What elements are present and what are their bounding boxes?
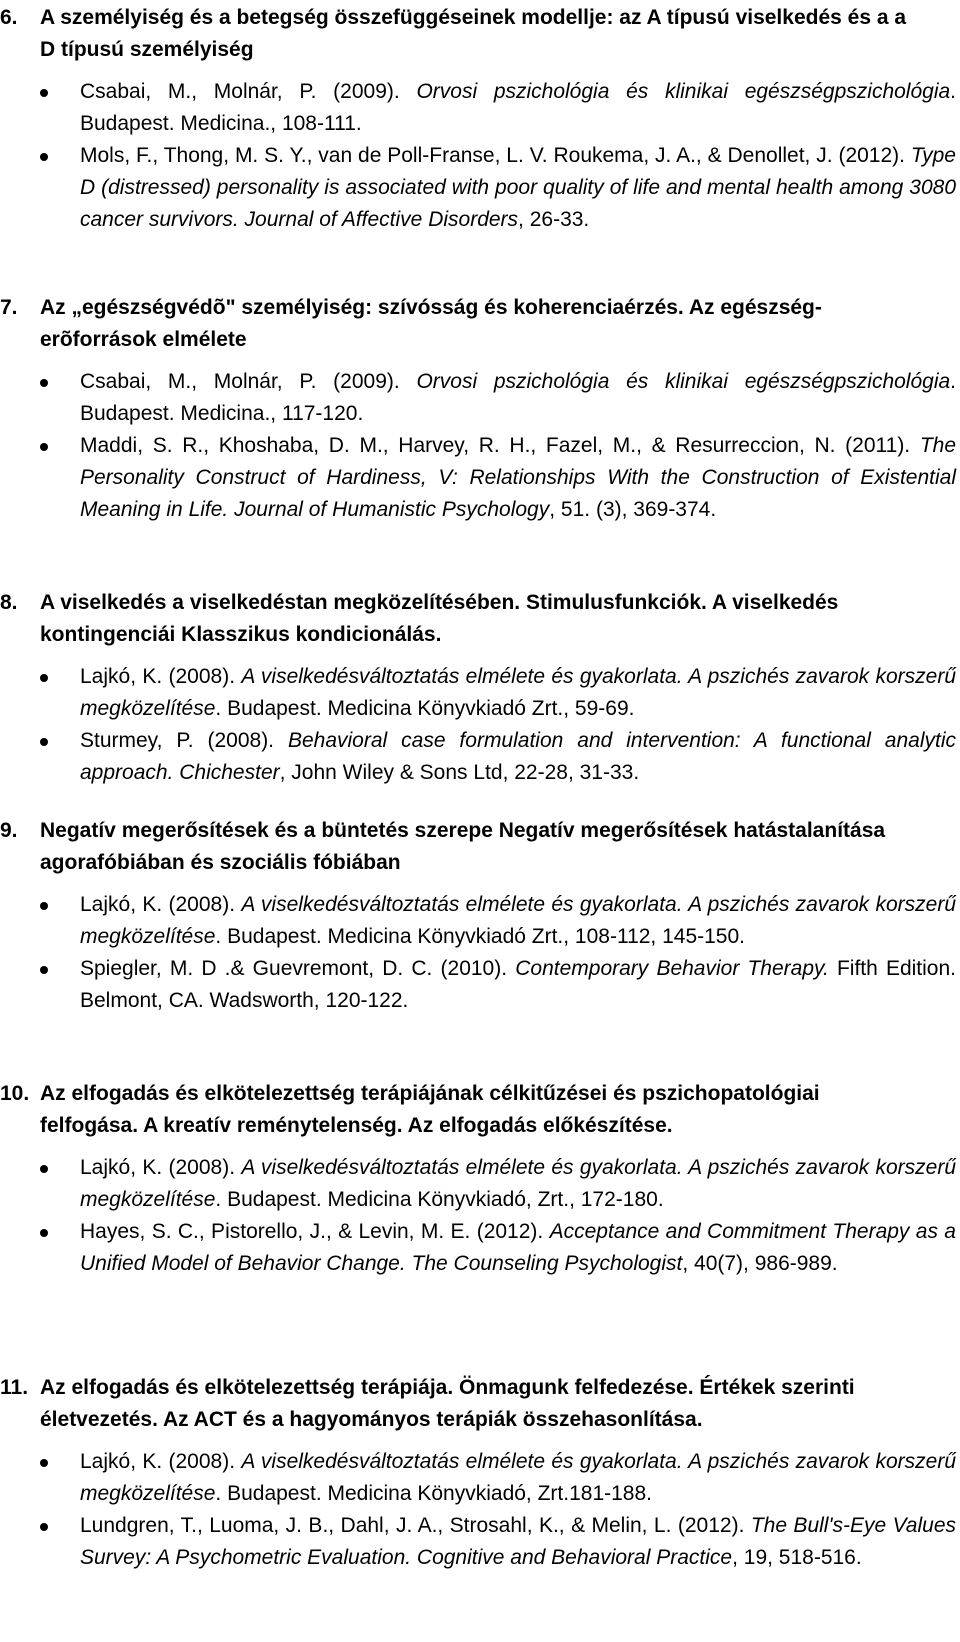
reference-list	[0, 1446, 960, 1574]
section-heading	[0, 815, 920, 879]
section-number: 11.	[0, 1376, 29, 1399]
reference-list	[0, 889, 960, 1017]
section-heading	[0, 292, 920, 356]
section-title: Az elfogadás és elkötelezettség terápiája. Önmagunk felfedezése. Értékek szerinti életvezetés. Az ACT és a hagyományos terápiák összehasonlítása.	[40, 1376, 855, 1431]
reference-item: Lajkó, K. (2008). A viselkedésváltoztatás elmélete és gyakorlata. A pszichés zavarok korszerű megközelítése. Budapest. Medicina Könyvkiadó Zrt., 108-112, 145-150.	[0, 889, 956, 953]
bullet-icon	[40, 966, 48, 974]
bullet-icon	[40, 89, 48, 97]
reference-item: Lajkó, K. (2008). A viselkedésváltoztatás elmélete és gyakorlata. A pszichés zavarok korszerű megközelítése. Budapest. Medicina Könyvkiadó Zrt., 59-69.	[0, 661, 956, 725]
reference-item: Sturmey, P. (2008). Behavioral case formulation and intervention: A functional analytic approach. Chichester, John Wiley & Sons Ltd, 22-28, 31-33.	[0, 725, 956, 789]
bullet-icon	[40, 1165, 48, 1173]
reference-item: Mols, F., Thong, M. S. Y., van de Poll-Franse, L. V. Roukema, J. A., & Denollet, J. (2012). Type D (distressed) personality is associated with poor quality of life and mental health among 3080 cancer survivors. Journal of Affective Disorders, 26-33.	[0, 140, 956, 236]
section-8	[0, 587, 960, 789]
reference-item: Lajkó, K. (2008). A viselkedésváltoztatás elmélete és gyakorlata. A pszichés zavarok korszerű megközelítése. Budapest. Medicina Könyvkiadó, Zrt., 172-180.	[0, 1152, 956, 1216]
section-title: Az elfogadás és elkötelezettség terápiájának célkitűzései és pszichopatológiai felfogása. A kreatív reménytelenség. Az elfogadás előkészítése.	[40, 1082, 820, 1137]
reference-list	[0, 661, 960, 789]
section-heading	[0, 2, 920, 66]
bullet-icon	[40, 1229, 48, 1237]
reference-list	[0, 76, 960, 236]
section-title: A viselkedés a viselkedéstan megközelítésében. Stimulusfunkciók. A viselkedés kontingenciái Klasszikus kondicionálás.	[40, 591, 839, 646]
bullet-icon	[40, 1523, 48, 1531]
reference-item: Lajkó, K. (2008). A viselkedésváltoztatás elmélete és gyakorlata. A pszichés zavarok korszerű megközelítése. Budapest. Medicina Könyvkiadó, Zrt.181-188.	[0, 1446, 956, 1510]
bullet-icon	[40, 738, 48, 746]
section-number: 6.	[0, 6, 18, 29]
section-number: 7.	[0, 296, 18, 319]
section-heading	[0, 1078, 920, 1142]
reference-list	[0, 1152, 960, 1280]
section-number: 8.	[0, 591, 18, 614]
bullet-icon	[40, 443, 48, 451]
section-9	[0, 815, 960, 1017]
section-7	[0, 292, 960, 526]
bullet-icon	[40, 902, 48, 910]
reference-item: Spiegler, M. D .& Guevremont, D. C. (2010). Contemporary Behavior Therapy. Fifth Edition. Belmont, CA. Wadsworth, 120-122.	[0, 953, 956, 1017]
section-title: Az „egészségvédõ" személyiség: szívósság és koherenciaérzés. Az egészség-erõforrások elmélete	[40, 296, 822, 351]
section-11	[0, 1372, 960, 1574]
section-title: Negatív megerősítések és a büntetés szerepe Negatív megerősítések hatástalanítása agorafóbiában és szociális fóbiában	[40, 819, 886, 874]
bullet-icon	[40, 1459, 48, 1467]
section-heading	[0, 1372, 920, 1436]
section-10	[0, 1078, 960, 1280]
section-number: 9.	[0, 819, 18, 842]
section-title: A személyiség és a betegség összefüggéseinek modellje: az A típusú viselkedés és a a D típusú személyiség	[40, 6, 907, 61]
reference-list	[0, 366, 960, 526]
reference-item: Hayes, S. C., Pistorello, J., & Levin, M. E. (2012). Acceptance and Commitment Therapy as a Unified Model of Behavior Change. The Counseling Psychologist, 40(7), 986-989.	[0, 1216, 956, 1280]
reference-item: Csabai, M., Molnár, P. (2009). Orvosi pszichológia és klinikai egészségpszichológia. Budapest. Medicina., 108-111.	[0, 76, 956, 140]
section-number: 10.	[0, 1082, 30, 1105]
reference-item: Csabai, M., Molnár, P. (2009). Orvosi pszichológia és klinikai egészségpszichológia. Budapest. Medicina., 117-120.	[0, 366, 956, 430]
reference-item: Lundgren, T., Luoma, J. B., Dahl, J. A., Strosahl, K., & Melin, L. (2012). The Bull's-Eye Values Survey: A Psychometric Evaluation. Cognitive and Behavioral Practice, 19, 518-516.	[0, 1510, 956, 1574]
reference-item: Maddi, S. R., Khoshaba, D. M., Harvey, R. H., Fazel, M., & Resurreccion, N. (2011). The Personality Construct of Hardiness, V: Relationships With the Construction of Existential Meaning in Life. Journal of Humanistic Psychology, 51. (3), 369-374.	[0, 430, 956, 526]
section-6	[0, 2, 960, 236]
section-heading	[0, 587, 920, 651]
bullet-icon	[40, 379, 48, 387]
bullet-icon	[40, 674, 48, 682]
bullet-icon	[40, 153, 48, 161]
